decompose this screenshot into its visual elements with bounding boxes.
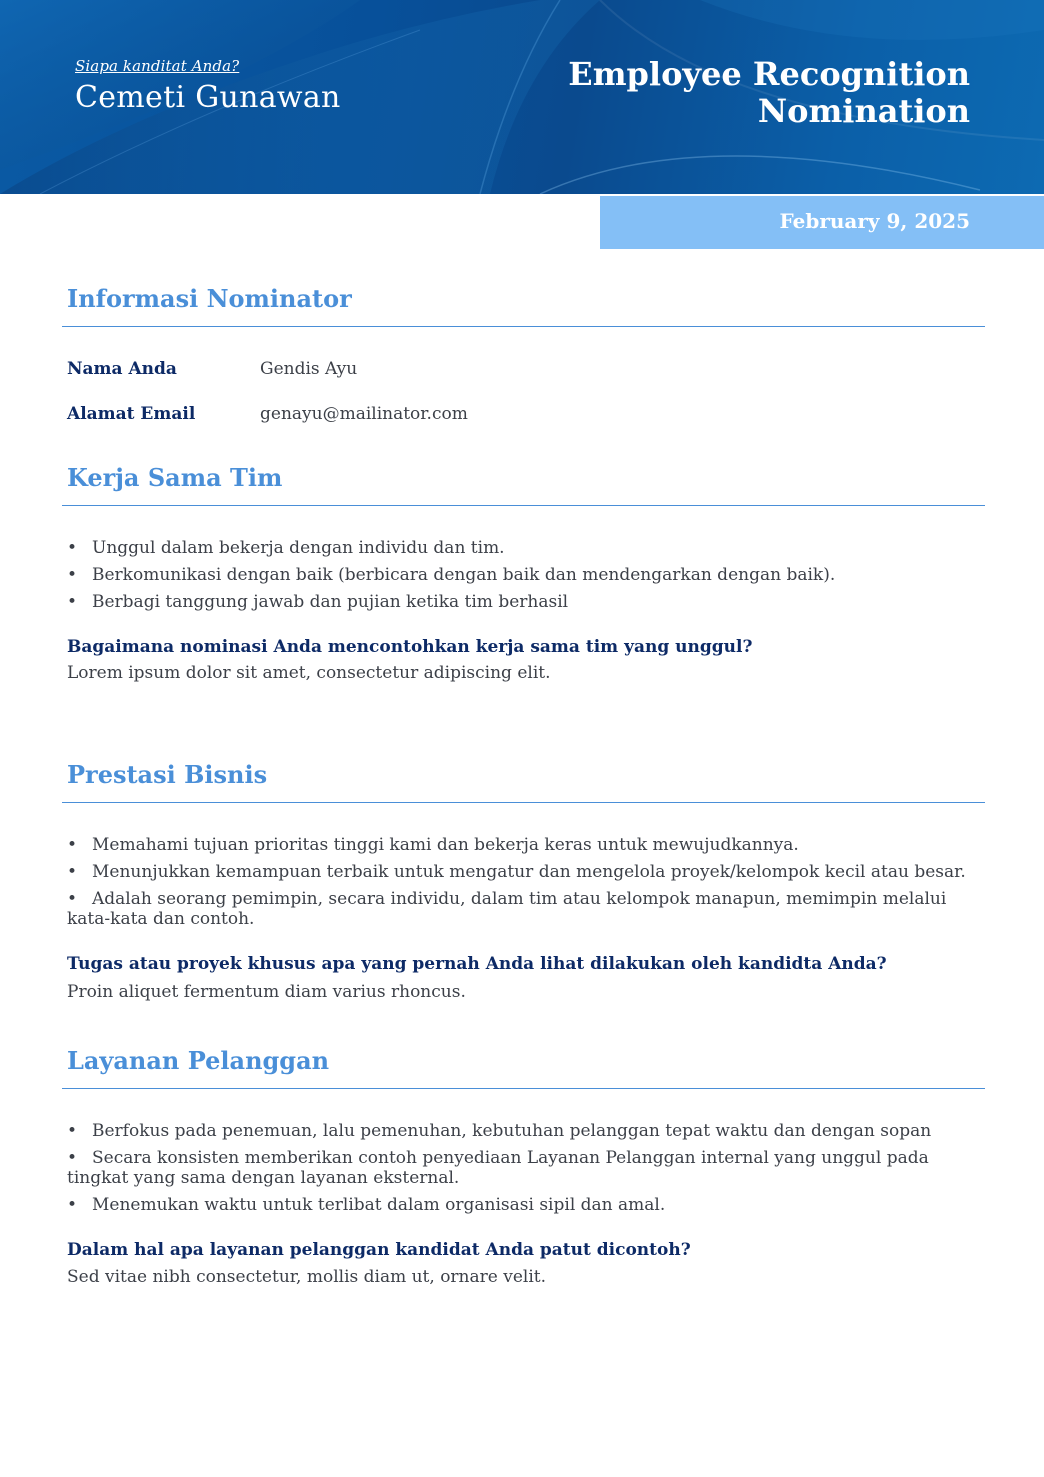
teamwork-question: Bagaimana nominasi Anda mencontohkan kerja sama tim yang unggul?	[67, 637, 753, 657]
section-divider	[62, 326, 985, 327]
section-divider	[62, 802, 985, 803]
list-item: • Unggul dalam bekerja dengan individu dan tim.	[67, 538, 505, 558]
document-title	[550, 56, 970, 130]
section-title-teamwork: Kerja Sama Tim	[67, 463, 283, 492]
list-item: • Adalah seorang pemimpin, secara individu, dalam tim atau kelompok manapun, memimpin melalui kata-kata dan contoh.	[67, 889, 947, 929]
section-divider	[62, 505, 985, 506]
nomination-date: February 9, 2025	[779, 209, 970, 233]
list-item: • Berfokus pada penemuan, lalu pemenuhan, kebutuhan pelanggan tepat waktu dan dengan sopan	[67, 1121, 932, 1141]
list-item: • Berbagi tanggung jawab dan pujian ketika tim berhasil	[67, 592, 569, 612]
list-item: • Secara konsisten memberikan contoh penyediaan Layanan Pelanggan internal yang unggul pada tingkat yang sama dengan layanan eksternal.	[67, 1148, 929, 1188]
list-item: • Memahami tujuan prioritas tinggi kami dan bekerja keras untuk mewujudkannya.	[67, 835, 799, 855]
header-banner	[0, 0, 1044, 194]
candidate-question: Siapa kanditat Anda?	[75, 57, 240, 75]
service-question: Dalam hal apa layanan pelanggan kandidat Anda patut dicontoh?	[67, 1240, 691, 1260]
teamwork-bullet-list	[67, 538, 967, 619]
section-title-business: Prestasi Bisnis	[67, 760, 268, 789]
field-label-email: Alamat Email	[67, 404, 196, 424]
business-answer: Proin aliquet fermentum diam varius rhoncus.	[67, 982, 466, 1002]
field-value-name: Gendis Ayu	[260, 359, 358, 379]
service-bullet-list	[67, 1121, 967, 1222]
list-item: • Berkomunikasi dengan baik (berbicara dengan baik dan mendengarkan dengan baik).	[67, 565, 836, 585]
teamwork-answer: Lorem ipsum dolor sit amet, consectetur adipiscing elit.	[67, 663, 551, 683]
section-title-nominator: Informasi Nominator	[67, 284, 352, 313]
service-answer: Sed vitae nibh consectetur, mollis diam ut, ornare velit.	[67, 1267, 547, 1287]
candidate-name: Cemeti Gunawan	[75, 80, 341, 115]
document-title-line1: Employee Recognition	[568, 55, 970, 93]
business-bullet-list	[67, 835, 967, 936]
list-item: • Menemukan waktu untuk terlibat dalam organisasi sipil dan amal.	[67, 1195, 666, 1215]
business-question: Tugas atau proyek khusus apa yang pernah Anda lihat dilakukan oleh kandidta Anda?	[67, 954, 887, 974]
section-divider	[62, 1088, 985, 1089]
section-title-service: Layanan Pelanggan	[67, 1046, 330, 1075]
field-value-email: genayu@mailinator.com	[260, 404, 468, 424]
list-item: • Menunjukkan kemampuan terbaik untuk mengatur dan mengelola proyek/kelompok kecil atau besar.	[67, 862, 966, 882]
field-label-name: Nama Anda	[67, 359, 177, 379]
document-title-line2: Nomination	[757, 92, 970, 130]
